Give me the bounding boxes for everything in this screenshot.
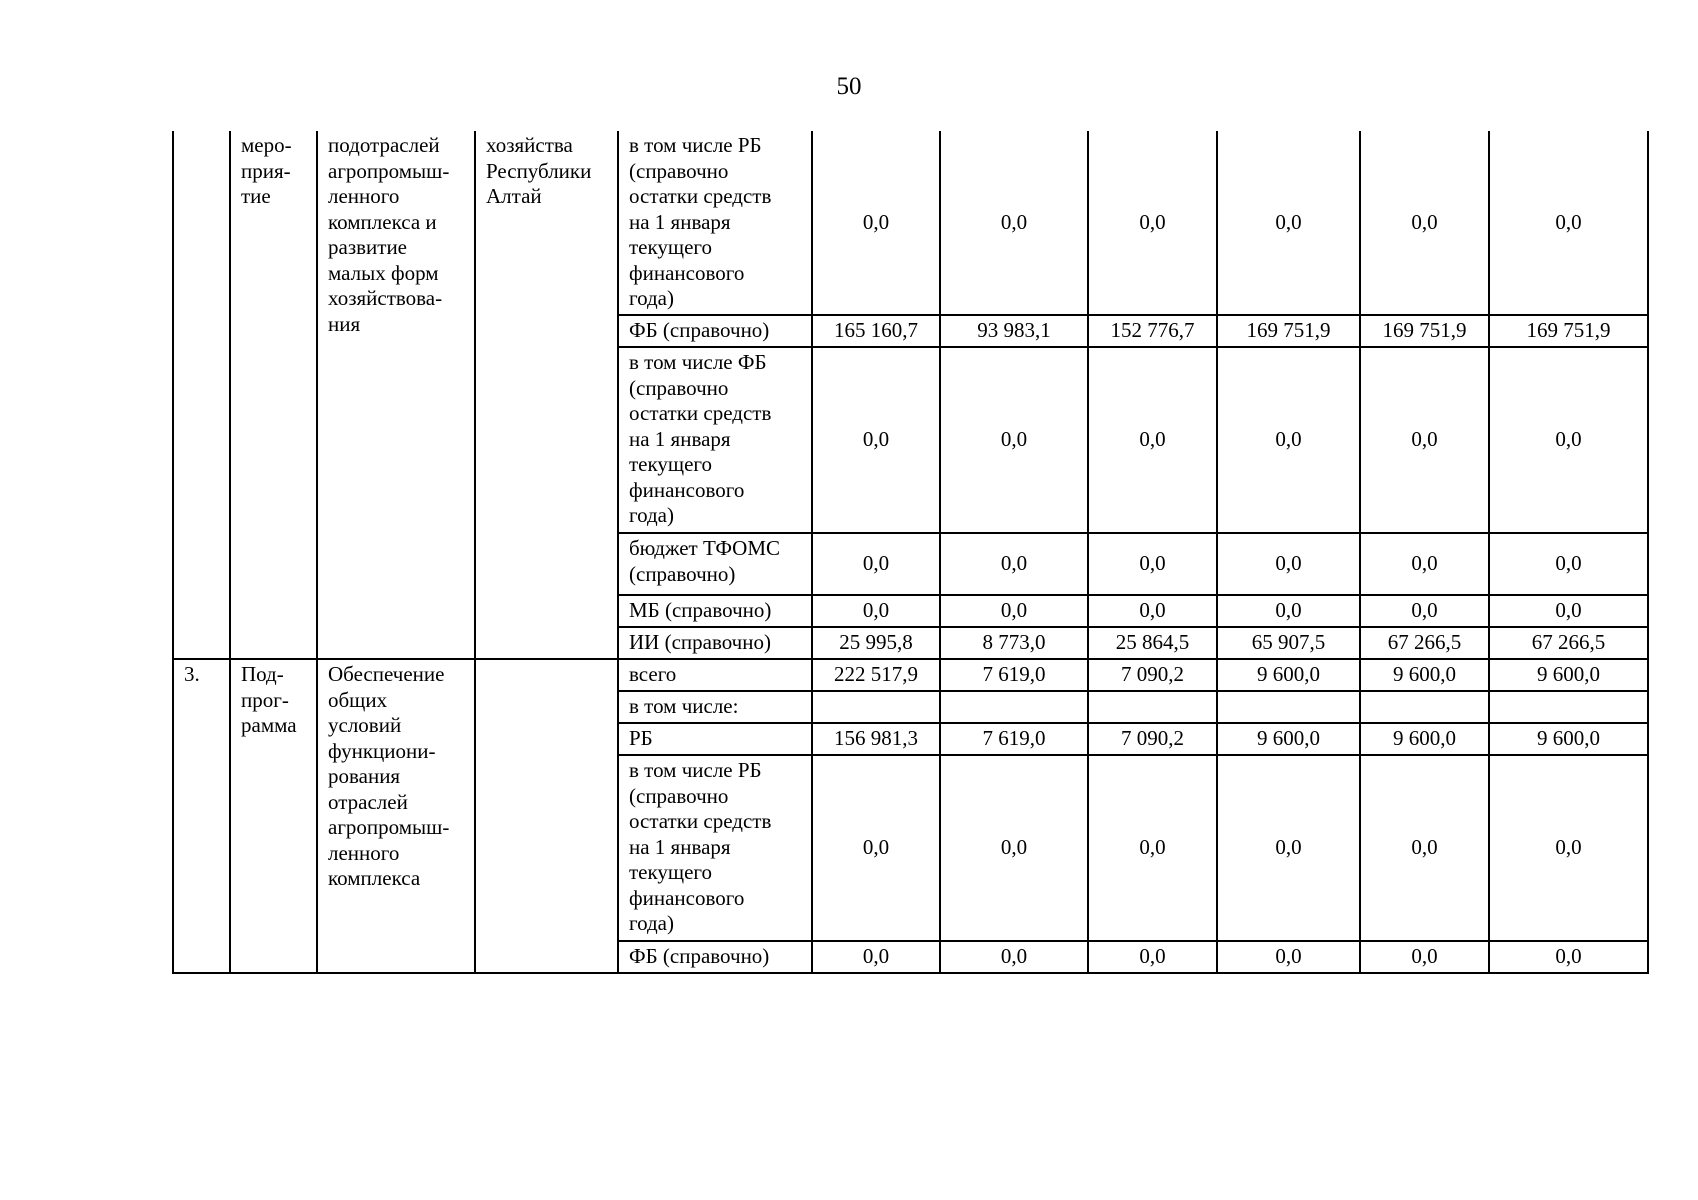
funding-source-cell: в том числе ФБ (справочно остатки средств на 1 января текущего финансового года) bbox=[618, 347, 812, 533]
table-row bbox=[173, 659, 1648, 691]
value-cell: 0,0 bbox=[1217, 131, 1360, 315]
value-cell: 7 619,0 bbox=[940, 659, 1088, 691]
value-cell: 0,0 bbox=[940, 755, 1088, 941]
item-name-cell: Обеспечение общих условий функциони- рования отраслей агропромыш- ленного комплекса bbox=[317, 659, 475, 973]
value-cell: 0,0 bbox=[812, 533, 940, 595]
value-cell: 0,0 bbox=[1217, 347, 1360, 533]
value-cell bbox=[1088, 691, 1217, 723]
value-cell: 0,0 bbox=[1489, 595, 1648, 627]
value-cell bbox=[940, 691, 1088, 723]
value-cell: 0,0 bbox=[940, 595, 1088, 627]
funding-source-cell: в том числе РБ (справочно остатки средств на 1 января текущего финансового года) bbox=[618, 131, 812, 315]
value-cell: 0,0 bbox=[1360, 347, 1489, 533]
item-type-cell: Под- прог- рамма bbox=[230, 659, 317, 973]
value-cell: 165 160,7 bbox=[812, 315, 940, 347]
value-cell: 152 776,7 bbox=[1088, 315, 1217, 347]
value-cell: 9 600,0 bbox=[1217, 659, 1360, 691]
executor-cell bbox=[475, 659, 618, 973]
value-cell: 0,0 bbox=[1088, 595, 1217, 627]
funding-source-cell: ФБ (справочно) bbox=[618, 315, 812, 347]
value-cell: 93 983,1 bbox=[940, 315, 1088, 347]
value-cell: 0,0 bbox=[1489, 755, 1648, 941]
value-cell: 0,0 bbox=[812, 941, 940, 973]
value-cell bbox=[812, 691, 940, 723]
funding-source-cell: в том числе РБ (справочно остатки средств на 1 января текущего финансового года) bbox=[618, 755, 812, 941]
value-cell: 0,0 bbox=[1489, 941, 1648, 973]
value-cell: 0,0 bbox=[1360, 755, 1489, 941]
value-cell: 0,0 bbox=[1489, 131, 1648, 315]
value-cell: 0,0 bbox=[812, 131, 940, 315]
value-cell: 25 864,5 bbox=[1088, 627, 1217, 659]
value-cell: 0,0 bbox=[1088, 941, 1217, 973]
value-cell: 0,0 bbox=[1088, 755, 1217, 941]
value-cell: 0,0 bbox=[812, 347, 940, 533]
value-cell: 65 907,5 bbox=[1217, 627, 1360, 659]
value-cell: 0,0 bbox=[1489, 347, 1648, 533]
value-cell: 0,0 bbox=[1088, 347, 1217, 533]
funding-source-cell: РБ bbox=[618, 723, 812, 755]
value-cell: 7 090,2 bbox=[1088, 659, 1217, 691]
value-cell: 0,0 bbox=[940, 131, 1088, 315]
value-cell: 0,0 bbox=[1360, 131, 1489, 315]
value-cell: 9 600,0 bbox=[1489, 659, 1648, 691]
row-number-cell: 3. bbox=[173, 659, 230, 973]
value-cell: 0,0 bbox=[1088, 131, 1217, 315]
value-cell: 0,0 bbox=[1088, 533, 1217, 595]
value-cell: 0,0 bbox=[1360, 533, 1489, 595]
table-row bbox=[173, 131, 1648, 315]
value-cell: 0,0 bbox=[1360, 595, 1489, 627]
value-cell: 0,0 bbox=[1217, 533, 1360, 595]
value-cell: 8 773,0 bbox=[940, 627, 1088, 659]
item-name-cell: подотраслей агропромыш- ленного комплекса и развитие малых форм хозяйствова- ния bbox=[317, 131, 475, 659]
value-cell: 7 619,0 bbox=[940, 723, 1088, 755]
value-cell: 169 751,9 bbox=[1360, 315, 1489, 347]
value-cell: 0,0 bbox=[940, 941, 1088, 973]
funding-source-cell: МБ (справочно) bbox=[618, 595, 812, 627]
value-cell bbox=[1360, 691, 1489, 723]
page-number: 50 bbox=[836, 73, 862, 100]
value-cell: 7 090,2 bbox=[1088, 723, 1217, 755]
budget-table bbox=[172, 131, 1649, 974]
value-cell: 169 751,9 bbox=[1217, 315, 1360, 347]
value-cell: 67 266,5 bbox=[1489, 627, 1648, 659]
funding-source-cell: в том числе: bbox=[618, 691, 812, 723]
funding-source-cell: всего bbox=[618, 659, 812, 691]
value-cell: 25 995,8 bbox=[812, 627, 940, 659]
value-cell: 0,0 bbox=[812, 595, 940, 627]
value-cell: 0,0 bbox=[1489, 533, 1648, 595]
value-cell: 9 600,0 bbox=[1360, 659, 1489, 691]
value-cell bbox=[1217, 691, 1360, 723]
value-cell: 0,0 bbox=[1360, 941, 1489, 973]
value-cell: 0,0 bbox=[1217, 755, 1360, 941]
row-number-cell bbox=[173, 131, 230, 659]
value-cell: 156 981,3 bbox=[812, 723, 940, 755]
value-cell: 0,0 bbox=[1217, 595, 1360, 627]
executor-cell: хозяйства Республики Алтай bbox=[475, 131, 618, 659]
value-cell: 67 266,5 bbox=[1360, 627, 1489, 659]
funding-source-cell: бюджет ТФОМС (справочно) bbox=[618, 533, 812, 595]
value-cell: 0,0 bbox=[1217, 941, 1360, 973]
funding-source-cell: ФБ (справочно) bbox=[618, 941, 812, 973]
value-cell: 0,0 bbox=[940, 533, 1088, 595]
value-cell: 9 600,0 bbox=[1217, 723, 1360, 755]
value-cell: 9 600,0 bbox=[1360, 723, 1489, 755]
value-cell: 0,0 bbox=[812, 755, 940, 941]
value-cell: 222 517,9 bbox=[812, 659, 940, 691]
funding-source-cell: ИИ (справочно) bbox=[618, 627, 812, 659]
value-cell: 0,0 bbox=[940, 347, 1088, 533]
item-type-cell: меро- прия- тие bbox=[230, 131, 317, 659]
value-cell: 169 751,9 bbox=[1489, 315, 1648, 347]
value-cell bbox=[1489, 691, 1648, 723]
value-cell: 9 600,0 bbox=[1489, 723, 1648, 755]
